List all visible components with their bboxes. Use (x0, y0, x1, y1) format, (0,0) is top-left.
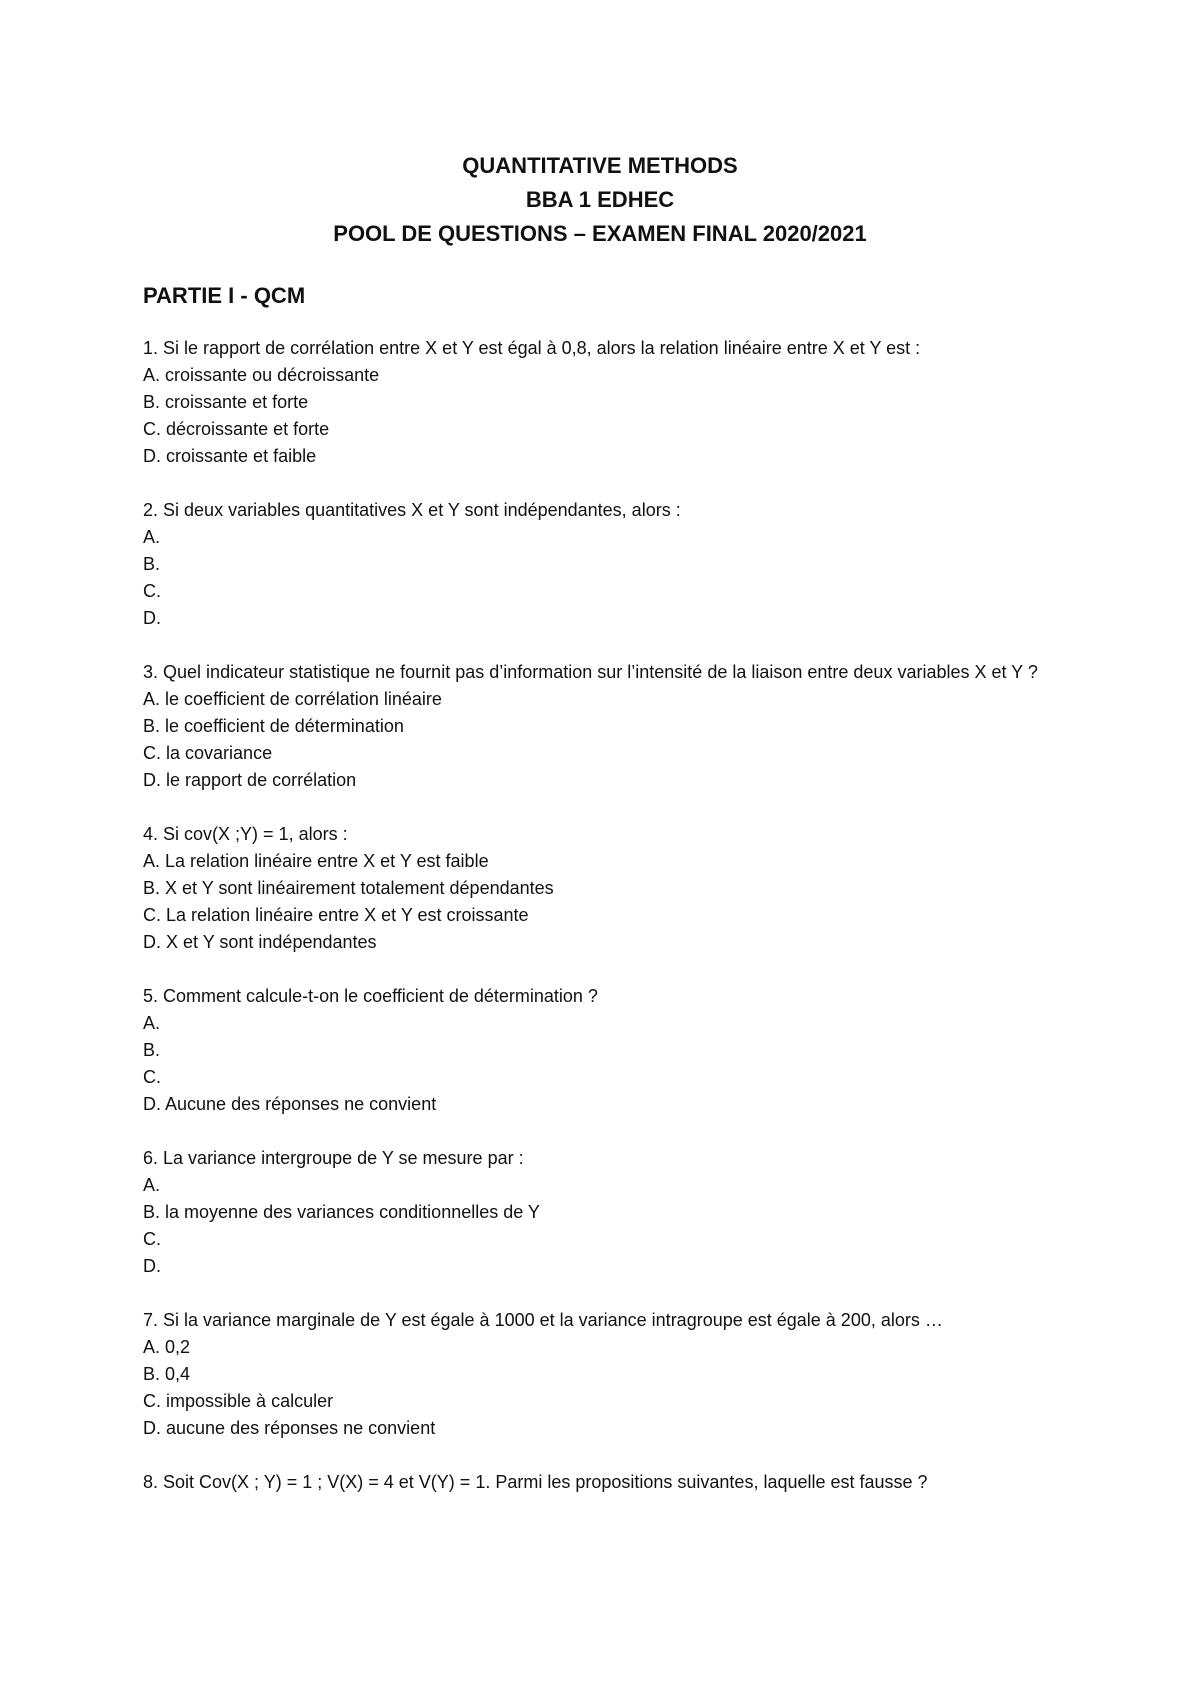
option-text: La relation linéaire entre X et Y est faible (165, 851, 489, 871)
question-number: 3. (143, 662, 159, 682)
option-text: le coefficient de corrélation linéaire (165, 689, 442, 709)
option-text: aucune des réponses ne convient (166, 1418, 436, 1438)
answer-option (143, 416, 1063, 443)
option-letter: A. (143, 365, 161, 385)
option-text: la covariance (166, 743, 273, 763)
option-letter: B. (143, 716, 161, 736)
answer-option (143, 740, 1063, 767)
question-statement: Si deux variables quantitatives X et Y sont indépendantes, alors : (163, 500, 681, 520)
question-number: 4. (143, 824, 159, 844)
option-letter: D. (143, 770, 161, 790)
option-letter: B. (143, 392, 161, 412)
answer-option (143, 1010, 1063, 1037)
question-number: 8. (143, 1472, 159, 1492)
question-block (143, 659, 1063, 794)
option-text: impossible à calculer (166, 1391, 334, 1411)
option-letter: B. (143, 1040, 161, 1060)
answer-option (143, 1388, 1063, 1415)
option-text: le rapport de corrélation (166, 770, 357, 790)
option-text: X et Y sont linéairement totalement dépendantes (165, 878, 554, 898)
answer-option (143, 1361, 1063, 1388)
document-header (0, 149, 1200, 251)
answer-option (143, 1172, 1063, 1199)
answer-option (143, 1226, 1063, 1253)
document-body (143, 282, 1063, 1523)
option-letter: B. (143, 878, 161, 898)
question-statement: Si la variance marginale de Y est égale à 1000 et la variance intragroupe est égale à 200, alors … (163, 1310, 943, 1330)
option-letter: A. (143, 851, 161, 871)
answer-option (143, 767, 1063, 794)
answer-option (143, 605, 1063, 632)
answer-option (143, 713, 1063, 740)
option-letter: A. (143, 527, 161, 547)
question-statement: Si cov(X ;Y) = 1, alors : (163, 824, 348, 844)
question-list (143, 335, 1063, 1496)
answer-option (143, 389, 1063, 416)
question-text (143, 983, 1063, 1010)
answer-option (143, 1334, 1063, 1361)
question-text (143, 1145, 1063, 1172)
option-text: Aucune des réponses ne convient (165, 1094, 437, 1114)
option-letter: D. (143, 932, 161, 952)
option-letter: C. (143, 1229, 161, 1249)
question-number: 1. (143, 338, 159, 358)
question-block (143, 983, 1063, 1118)
option-text: la moyenne des variances conditionnelles de Y (165, 1202, 540, 1222)
answer-option (143, 1037, 1063, 1064)
exam-title: POOL DE QUESTIONS – EXAMEN FINAL 2020/2021 (333, 221, 867, 246)
answer-option (143, 1064, 1063, 1091)
option-text: La relation linéaire entre X et Y est croissante (166, 905, 529, 925)
question-block (143, 1145, 1063, 1280)
option-letter: D. (143, 608, 161, 628)
question-text (143, 821, 1063, 848)
answer-option (143, 551, 1063, 578)
option-letter: A. (143, 1175, 161, 1195)
answer-option (143, 362, 1063, 389)
question-number: 6. (143, 1148, 159, 1168)
answer-option (143, 1091, 1063, 1118)
question-text (143, 1469, 1063, 1496)
course-title: QUANTITATIVE METHODS (462, 153, 738, 178)
option-text: X et Y sont indépendantes (166, 932, 377, 952)
question-statement: Comment calcule-t-on le coefficient de détermination ? (163, 986, 598, 1006)
answer-option (143, 578, 1063, 605)
question-text (143, 1307, 1063, 1334)
answer-option (143, 1253, 1063, 1280)
section-title: PARTIE I - QCM (143, 283, 306, 308)
question-block (143, 821, 1063, 956)
question-text (143, 659, 1063, 686)
option-letter: A. (143, 1337, 161, 1357)
option-text: croissante et forte (165, 392, 309, 412)
option-text: 0,2 (165, 1337, 191, 1357)
question-statement: La variance intergroupe de Y se mesure par : (163, 1148, 524, 1168)
question-block (143, 497, 1063, 632)
question-statement: Si le rapport de corrélation entre X et Y est égal à 0,8, alors la relation linéaire entre X et Y est : (163, 338, 921, 358)
option-letter: B. (143, 554, 161, 574)
question-block (143, 335, 1063, 470)
question-number: 2. (143, 500, 159, 520)
question-statement: Soit Cov(X ; Y) = 1 ; V(X) = 4 et V(Y) = 1. Parmi les propositions suivantes, laquelle est fausse ? (163, 1472, 928, 1492)
question-text (143, 335, 1063, 362)
question-number: 7. (143, 1310, 159, 1330)
option-letter: C. (143, 743, 161, 763)
option-text: décroissante et forte (166, 419, 330, 439)
option-letter: D. (143, 1094, 161, 1114)
option-letter: C. (143, 1067, 161, 1087)
option-letter: A. (143, 689, 161, 709)
question-text (143, 497, 1063, 524)
answer-option (143, 875, 1063, 902)
option-letter: B. (143, 1202, 161, 1222)
option-letter: B. (143, 1364, 161, 1384)
answer-option (143, 524, 1063, 551)
option-letter: C. (143, 419, 161, 439)
answer-option (143, 902, 1063, 929)
program-name: BBA 1 EDHEC (525, 187, 675, 212)
answer-option (143, 1415, 1063, 1442)
option-letter: C. (143, 1391, 161, 1411)
option-letter: C. (143, 581, 161, 601)
answer-option (143, 848, 1063, 875)
option-text: le coefficient de détermination (165, 716, 404, 736)
question-number: 5. (143, 986, 159, 1006)
answer-option (143, 929, 1063, 956)
option-text: 0,4 (165, 1364, 191, 1384)
answer-option (143, 686, 1063, 713)
question-statement: Quel indicateur statistique ne fournit pas d’information sur l’intensité de la liaison entre deux variables X et Y ? (163, 662, 1038, 682)
option-letter: D. (143, 1418, 161, 1438)
option-letter: A. (143, 1013, 161, 1033)
answer-option (143, 443, 1063, 470)
question-block (143, 1307, 1063, 1442)
option-letter: D. (143, 1256, 161, 1276)
option-text: croissante et faible (166, 446, 317, 466)
answer-option (143, 1199, 1063, 1226)
question-block (143, 1469, 1063, 1496)
option-letter: C. (143, 905, 161, 925)
option-text: croissante ou décroissante (165, 365, 380, 385)
option-letter: D. (143, 446, 161, 466)
